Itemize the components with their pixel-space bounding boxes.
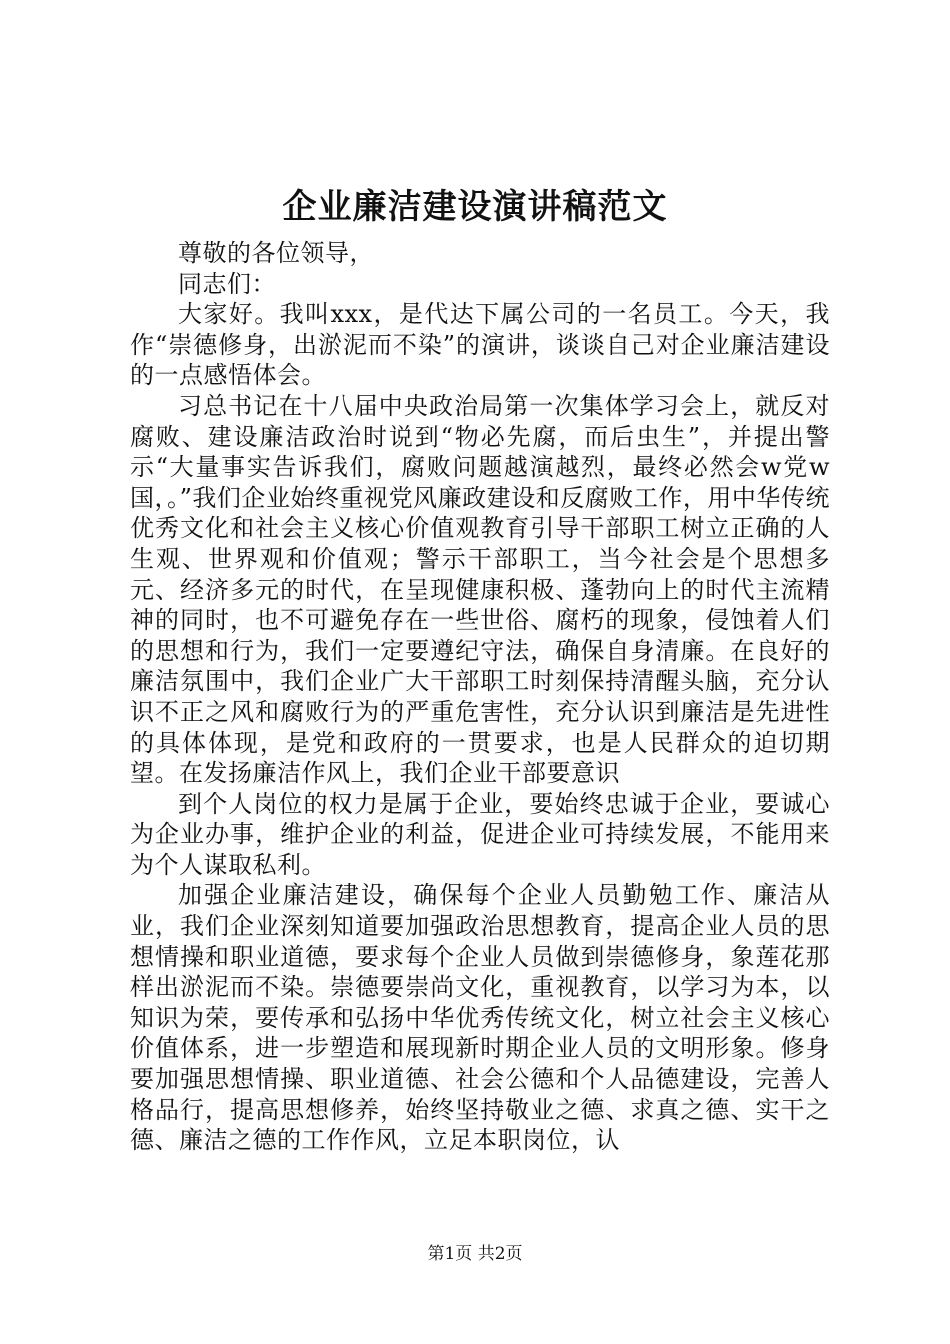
salutation-line: 同志们： (178, 269, 276, 298)
document-body (130, 238, 830, 1156)
body-paragraph: 大家好。我叫xxx，是代达下属公司的一名员工。今天，我作“崇德修身，出淤泥而不染”的演讲，谈谈自己对企业廉洁建设的一点感悟体会。 (130, 300, 830, 390)
document-title: 企业廉洁建设演讲稿范文 (282, 187, 668, 227)
body-paragraph: 到个人岗位的权力是属于企业，要始终忠诚于企业，要诚心为企业办事，维护企业的利益，促进企业可持续发展，不能用来为个人谋取私利。 (130, 789, 830, 879)
salutation-line: 尊敬的各位领导， (178, 239, 374, 267)
body-paragraph: 习总书记在十八届中央政治局第一次集体学习会上，就反对腐败、建设廉洁政治时说到“物必先腐，而后虫生”，并提出警示“大量事实告诉我们，腐败问题越演越烈，最终必然会w党w国，。”我们企业始终重视党风廉政建设和反腐败工作，用中华传统优秀文化和社会主义核心价值观教育引导干部职工树立正确的人生观、世界观和价值观；警示干部职工，当今社会是个思想多元、经济多元的时代，在呈现健康积极、蓬勃向上的时代主流精神的同时，也不可避免存在一些世俗、腐朽的现象，侵蚀着人们的思想和行为，我们一定要遵纪守法，确保自身清廉。在良好的廉洁氛围中，我们企业广大干部职工时刻保持清醒头脑，充分认识不正之风和腐败行为的严重危害性，充分认识到廉洁是先进性的具体体现，是党和政府的一贯要求，也是人民群众的迫切期望。在发扬廉洁作风上，我们企业干部要意识 (130, 391, 830, 788)
page-number-footer: 第1页 共2页 (427, 1244, 523, 1264)
body-paragraph: 加强企业廉洁建设，确保每个企业人员勤勉工作、廉洁从业，我们企业深刻知道要加强政治思想教育，提高企业人员的思想情操和职业道德，要求每个企业人员做到崇德修身，象莲花那样出淤泥而不染。崇德要崇尚文化，重视教育，以学习为本，以知识为荣，要传承和弘扬中华优秀传统文化，树立社会主义核心价值体系，进一步塑造和展现新时期企业人员的文明形象。修身要加强思想情操、职业道德、社会公德和个人品德建设，完善人格品行，提高思想修养，始终坚持敬业之德、求真之德、实干之德、廉洁之德的工作作风，立足本职岗位，认 (130, 881, 830, 1155)
